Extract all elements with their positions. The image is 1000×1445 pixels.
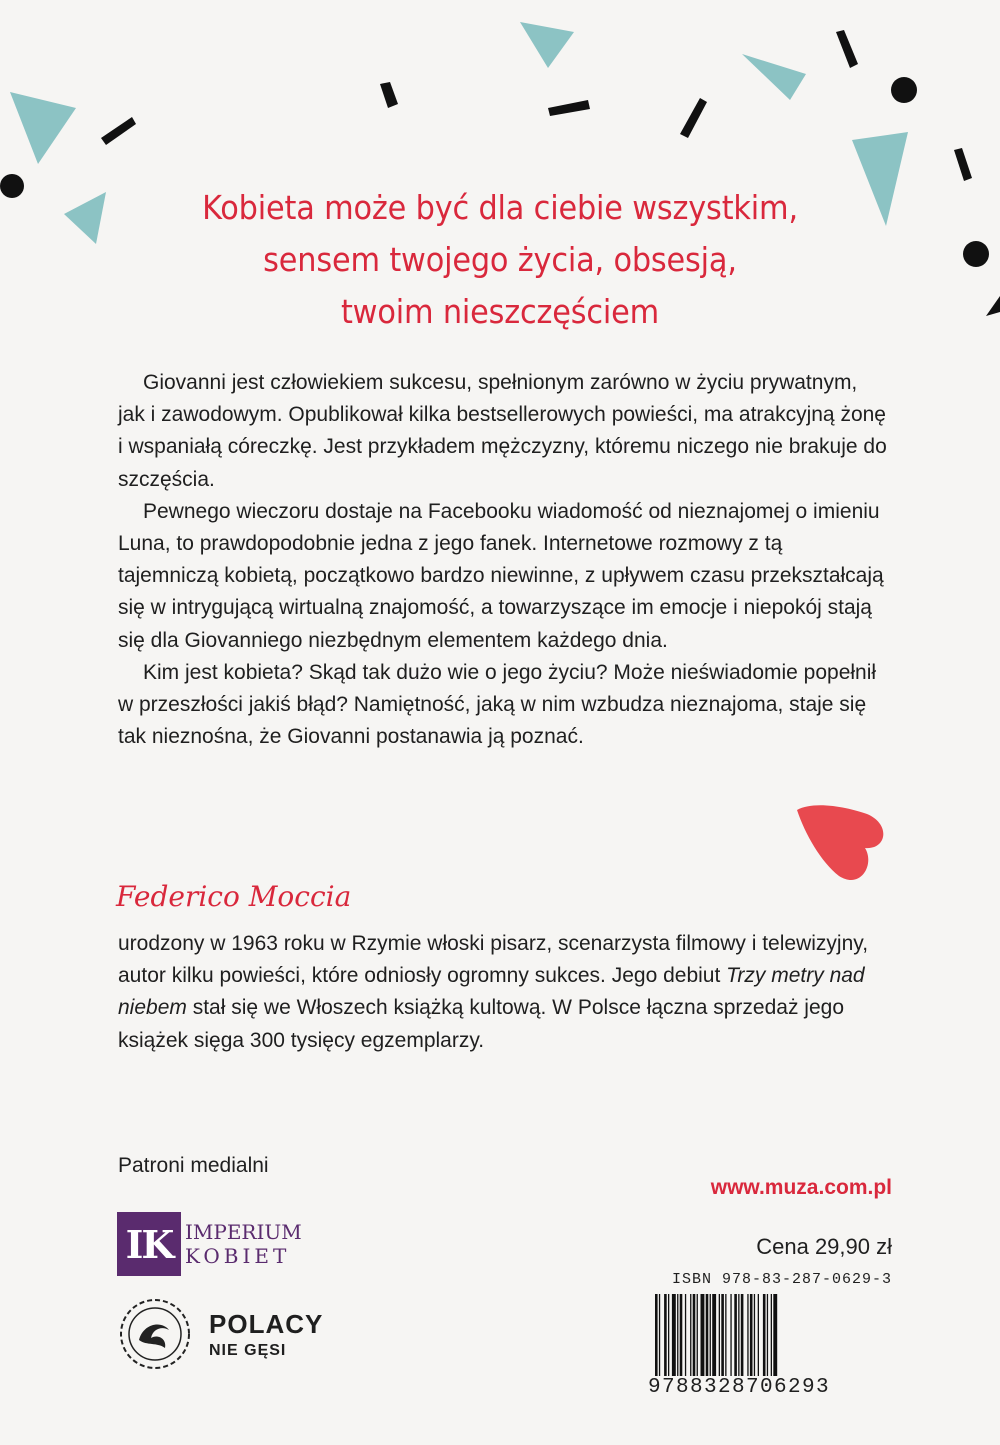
bio-text-before: urodzony w 1963 roku w Rzymie włoski pisarz, scenarzysta filmowy i telewizyjny, autor kilku powieści, które odniosły ogromny sukces. Jego debiut xyxy=(118,932,869,988)
barcode-digits: 9788328706293 xyxy=(648,1376,831,1399)
blurb-paragraph-1: Giovanni jest człowiekiem sukcesu, spełnionym zarówno w życiu prywatnym, jak i zawodowym. Opublikował kilka bestsellerowych powieści, ma atrakcyjną żonę i wspaniałą córeczkę. Jest przykładem mężczyzny, któremu niczego nie brakuje do szczęścia. xyxy=(118,371,887,491)
barcode-bar xyxy=(734,1294,737,1376)
barcode-bar xyxy=(655,1294,658,1376)
author-bio-text xyxy=(118,928,908,1057)
barcode-bar xyxy=(668,1294,669,1376)
barcode-bar xyxy=(706,1294,709,1376)
price-label: Cena 29,90 zł xyxy=(756,1234,892,1259)
polacy-line-2: NIE GĘSI xyxy=(209,1341,287,1359)
blurb-paragraph-2: Pewnego wieczoru dostaje na Facebooku wiadomość od nieznajomej o imieniu Luna, to prawdopodobnie jedna z jego fanek. Internetowe rozmowy z tą tajemniczą kobietą, początkowo bardzo niewinne, z upływem czasu przekształcają się w intrygującą wirtualną znajomość, a towarzyszące im emocje i niepokój stają się dla Giovanniego niezbędnym elementem każdego dnia. xyxy=(118,499,884,652)
barcode-bar xyxy=(738,1294,739,1376)
barcode-bar xyxy=(701,1294,705,1376)
patrons-label: Patroni medialni xyxy=(118,1154,269,1177)
book-blurb xyxy=(118,367,888,753)
barcode-bar xyxy=(690,1294,691,1376)
bio-text-after: stał się we Włoszech książką kultową. W Polsce łączna sprzedaż jego książek sięga 300 tysięcy egzemplarzy. xyxy=(118,996,844,1052)
barcode-bar xyxy=(680,1294,683,1376)
barcode-bar xyxy=(710,1294,711,1376)
barcode-bar xyxy=(664,1294,667,1376)
author-bio xyxy=(118,928,908,1057)
polacy-wordmark xyxy=(209,1309,323,1360)
goose-emblem-icon xyxy=(117,1296,193,1372)
debut-title: Trzy metry nad niebem xyxy=(118,964,865,1020)
barcode-bar xyxy=(750,1294,753,1376)
barcode-bar xyxy=(685,1294,686,1376)
barcode-bar xyxy=(659,1294,660,1376)
ik-mark: IK xyxy=(117,1212,181,1276)
barcode-bar xyxy=(697,1294,698,1376)
tagline-line-3: twoim nieszczęściem xyxy=(340,292,660,331)
barcode-bar xyxy=(758,1294,759,1376)
barcode-bar xyxy=(677,1294,678,1376)
barcode-bar xyxy=(672,1294,676,1376)
author-name: Federico Moccia xyxy=(116,880,352,913)
ik-line-1: IMPERIUM xyxy=(185,1220,302,1244)
barcode-bar xyxy=(721,1294,724,1376)
isbn-label: ISBN 978-83-287-0629-3 xyxy=(671,1271,892,1288)
blurb-paragraph-3: Kim jest kobieta? Skąd tak dużo wie o jego życiu? Może nieświadomie popełnił w przeszłości jakiś błąd? Namiętność, jaką w nim wzbudza nieznajoma, staje się tak nieznośna, że Giovanni postanawia ją poznać. xyxy=(118,660,877,749)
barcode-bar xyxy=(741,1294,744,1376)
barcode-bar xyxy=(719,1294,720,1376)
ik-line-2: KOBIET xyxy=(185,1244,291,1268)
barcode-bar xyxy=(725,1294,726,1376)
tagline-line-2: sensem twojego życia, obsesją, xyxy=(263,240,737,279)
barcode-bar xyxy=(712,1294,716,1376)
barcode-bar xyxy=(771,1294,772,1376)
polacy-nie-gesi-logo xyxy=(117,1296,323,1372)
ik-wordmark xyxy=(185,1220,302,1268)
barcode-bar xyxy=(763,1294,766,1376)
tagline xyxy=(40,182,960,338)
barcode xyxy=(655,1294,895,1376)
barcode-bar xyxy=(773,1294,777,1376)
barcode-bar xyxy=(693,1294,696,1376)
tagline-line-1: Kobieta może być dla ciebie wszystkim, xyxy=(202,188,798,227)
polacy-line-1: POLACY xyxy=(209,1308,324,1339)
heart-icon xyxy=(795,790,895,890)
barcode-bar xyxy=(747,1294,748,1376)
barcode-bar xyxy=(767,1294,768,1376)
barcode-bar xyxy=(754,1294,755,1376)
imperium-kobiet-logo xyxy=(117,1212,302,1276)
publisher-website: www.muza.com.pl xyxy=(710,1176,892,1199)
barcode-bar xyxy=(730,1294,731,1376)
